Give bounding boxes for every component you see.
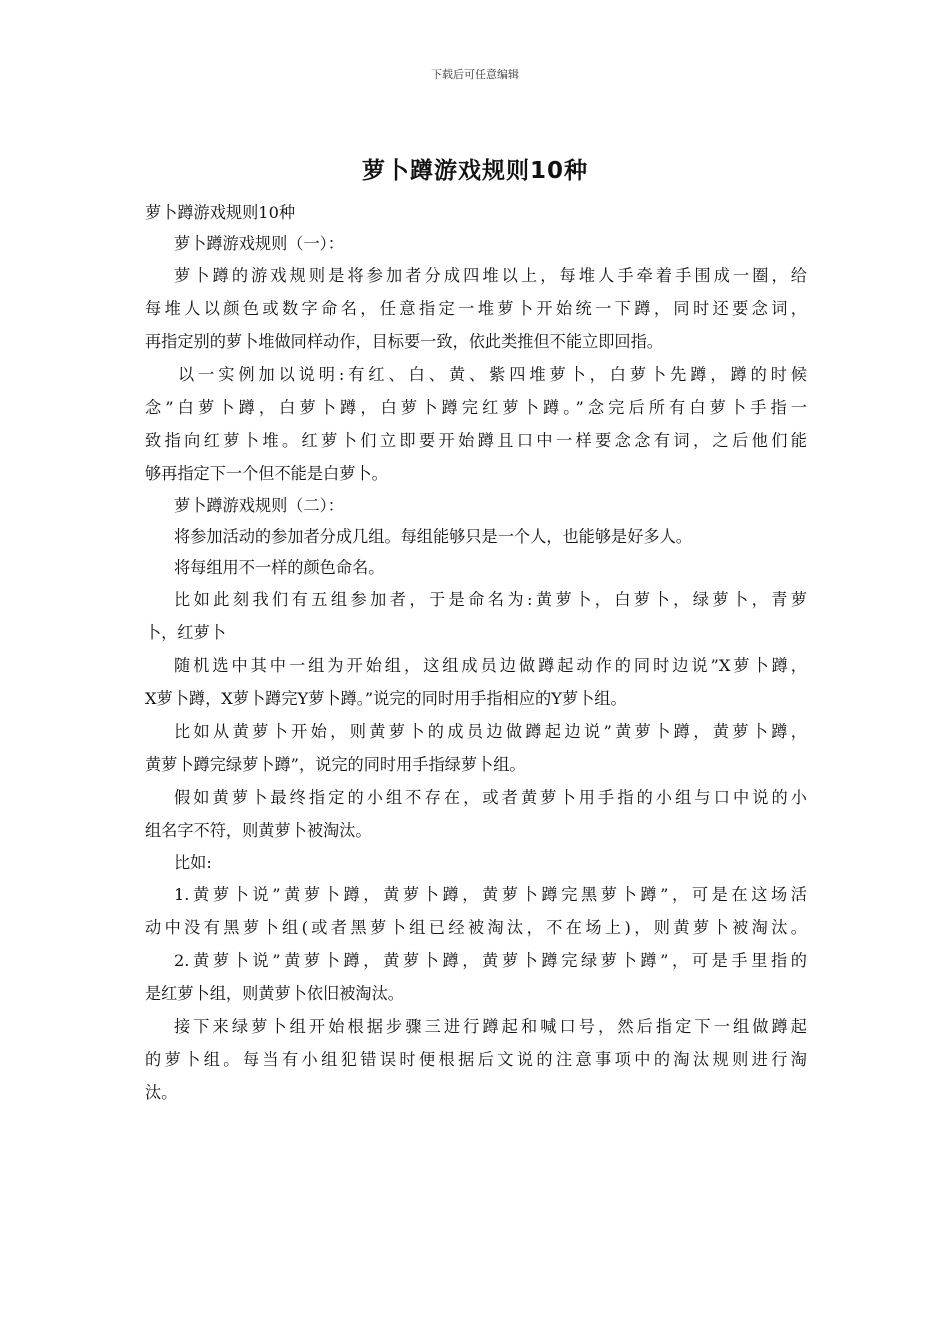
body-line: 念”白萝卜蹲，白萝卜蹲，白萝卜蹲完红萝卜蹲。”念完后所有白萝卜手指一 bbox=[145, 398, 807, 417]
body-line: 假如黄萝卜最终指定的小组不存在，或者黄萝卜用手指的小组与口中说的小 bbox=[174, 788, 807, 807]
body-line: X萝卜蹲，X萝卜蹲完Y萝卜蹲。”说完的同时用手指相应的Y萝卜组。 bbox=[145, 689, 627, 708]
body-line: 随机选中其中一组为开始组，这组成员边做蹲起动作的同时边说”X萝卜蹲， bbox=[174, 656, 807, 675]
document-title: 萝卜蹲游戏规则10种 bbox=[361, 158, 588, 184]
body-line: 比如: bbox=[174, 853, 212, 872]
body-line: 将参加活动的参加者分成几组。每组能够只是一个人，也能够是好多人。 bbox=[174, 527, 692, 546]
body-line: 卜，红萝卜 bbox=[145, 623, 226, 642]
body-line: 是红萝卜组，则黄萝卜依旧被淘汰。 bbox=[145, 984, 404, 1003]
document-body bbox=[145, 197, 807, 1109]
body-line: 致指向红萝卜堆。红萝卜们立即要开始蹲且口中一样要念念有词，之后他们能 bbox=[145, 431, 807, 450]
body-line: 的萝卜组。每当有小组犯错误时便根据后文说的注意事项中的淘汰规则进行淘 bbox=[145, 1050, 807, 1069]
body-line: 萝卜蹲游戏规则10种 bbox=[145, 203, 296, 222]
body-line: 动中没有黑萝卜组(或者黑萝卜组已经被淘汰，不在场上)，则黄萝卜被淘汰。 bbox=[145, 918, 807, 937]
body-line: 将每组用不一样的颜色命名。 bbox=[174, 558, 385, 577]
body-line: 2.黄萝卜说”黄萝卜蹲，黄萝卜蹲，黄萝卜蹲完绿萝卜蹲”，可是手里指的 bbox=[174, 951, 807, 970]
body-line: 萝卜蹲游戏规则（二）： bbox=[174, 496, 344, 515]
body-line: 组名字不符，则黄萝卜被淘汰。 bbox=[145, 821, 372, 840]
body-line: 接下来绿萝卜组开始根据步骤三进行蹲起和喊口号，然后指定下一组做蹲起 bbox=[174, 1017, 807, 1036]
body-line: 汰。 bbox=[145, 1083, 178, 1102]
page-header-note: 下载后可任意编辑 bbox=[431, 68, 519, 81]
body-line: 以一实例加以说明:有红、白、黄、紫四堆萝卜，白萝卜先蹲，蹲的时候 bbox=[178, 365, 807, 384]
body-line: 萝卜蹲的游戏规则是将参加者分成四堆以上，每堆人手牵着手围成一圈，给 bbox=[174, 266, 807, 285]
body-line: 比如此刻我们有五组参加者，于是命名为:黄萝卜，白萝卜，绿萝卜，青萝 bbox=[174, 590, 807, 609]
body-line: 比如从黄萝卜开始，则黄萝卜的成员边做蹲起边说”黄萝卜蹲，黄萝卜蹲， bbox=[174, 722, 807, 741]
body-line: 萝卜蹲游戏规则（一）： bbox=[174, 234, 344, 253]
body-line: 每堆人以颜色或数字命名，任意指定一堆萝卜开始统一下蹲，同时还要念词， bbox=[145, 299, 807, 318]
body-line: 1.黄萝卜说”黄萝卜蹲，黄萝卜蹲，黄萝卜蹲完黑萝卜蹲”，可是在这场活 bbox=[174, 885, 807, 904]
body-line: 够再指定下一个但不能是白萝卜。 bbox=[145, 464, 388, 483]
body-line: 黄萝卜蹲完绿萝卜蹲”，说完的同时用手指绿萝卜组。 bbox=[145, 755, 526, 774]
body-line: 再指定别的萝卜堆做同样动作，目标要一致，依此类推但不能立即回指。 bbox=[145, 332, 663, 351]
